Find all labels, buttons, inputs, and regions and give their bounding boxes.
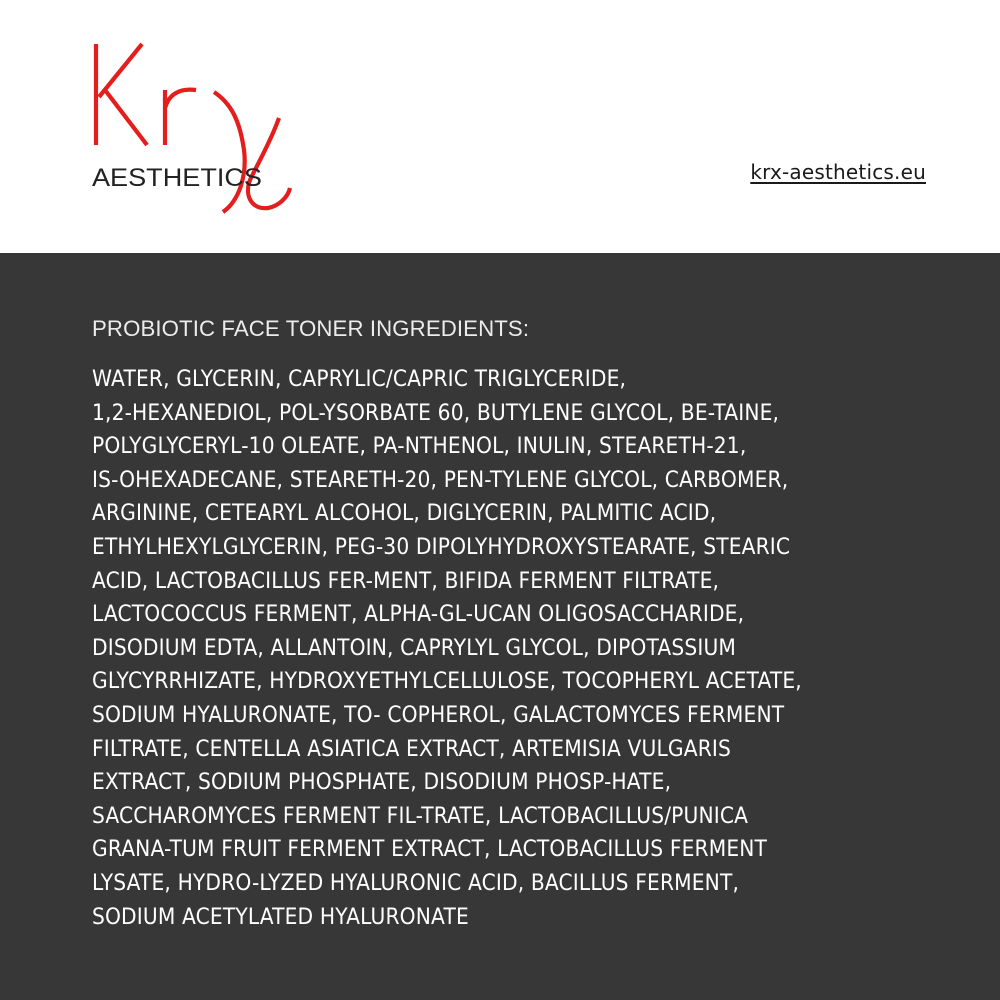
ingredients-line: POLYGLYCERYL-10 OLEATE, PA-NTHENOL, INULIN, STEARETH-21, (92, 434, 747, 460)
website-link[interactable]: krx-aesthetics.eu (750, 160, 926, 184)
ingredients-line: SACCHAROMYCES FERMENT FIL-TRATE, LACTOBACILLUS/PUNICA (92, 803, 749, 829)
ingredients-line: ARGININE, CETEARYL ALCOHOL, DIGLYCERIN, PALMITIC ACID, (92, 501, 717, 527)
ingredients-line: GLYCYRRHIZATE, HYDROXYETHYLCELLULOSE, TOCOPHERYL ACETATE, (92, 669, 802, 695)
brand-logo (0, 0, 330, 253)
ingredients-line: DISODIUM EDTA, ALLANTOIN, CAPRYLYL GLYCOL, DIPOTASSIUM (92, 635, 737, 661)
ingredients-line: WATER, GLYCERIN, CAPRYLIC/CAPRIC TRIGLYCERIDE, (92, 367, 627, 392)
ingredients-line: LYSATE, HYDRO-LYZED HYALURONIC ACID, BACILLUS FERMENT, (92, 870, 740, 896)
ingredients-line: FILTRATE, CENTELLA ASIATICA EXTRACT, ARTEMISIA VULGARIS (92, 736, 732, 762)
ingredients-line: GRANA-TUM FRUIT FERMENT EXTRACT, LACTOBACILLUS FERMENT (92, 837, 768, 863)
ingredients-list (92, 363, 932, 934)
logo-tagline: AESTHETICS (92, 164, 262, 192)
ingredients-line: ACID, LACTOBACILLUS FER-MENT, BIFIDA FERMENT FILTRATE, (92, 568, 720, 594)
ingredients-line: IS-OHEXADECANE, STEARETH-20, PEN-TYLENE GLYCOL, CARBOMER, (92, 467, 789, 493)
ingredients-line: 1,2-HEXANEDIOL, POL-YSORBATE 60, BUTYLENE GLYCOL, BE-TAINE, (92, 400, 780, 426)
ingredients-heading: PROBIOTIC FACE TONER INGREDIENTS: (92, 316, 530, 341)
ingredients-line: EXTRACT, SODIUM PHOSPHATE, DISODIUM PHOSP-HATE, (92, 770, 672, 796)
header (0, 0, 1000, 253)
ingredients-line: SODIUM ACETYLATED HYALURONATE (92, 904, 469, 930)
ingredients-line: LACTOCOCCUS FERMENT, ALPHA-GL-UCAN OLIGOSACCHARIDE, (92, 602, 745, 628)
ingredients-line: SODIUM HYALURONATE, TO- COPHEROL, GALACTOMYCES FERMENT (92, 702, 785, 728)
ingredients-line: ETHYLHEXYLGLYCERIN, PEG-30 DIPOLYHYDROXYSTEARATE, STEARIC (92, 534, 791, 560)
